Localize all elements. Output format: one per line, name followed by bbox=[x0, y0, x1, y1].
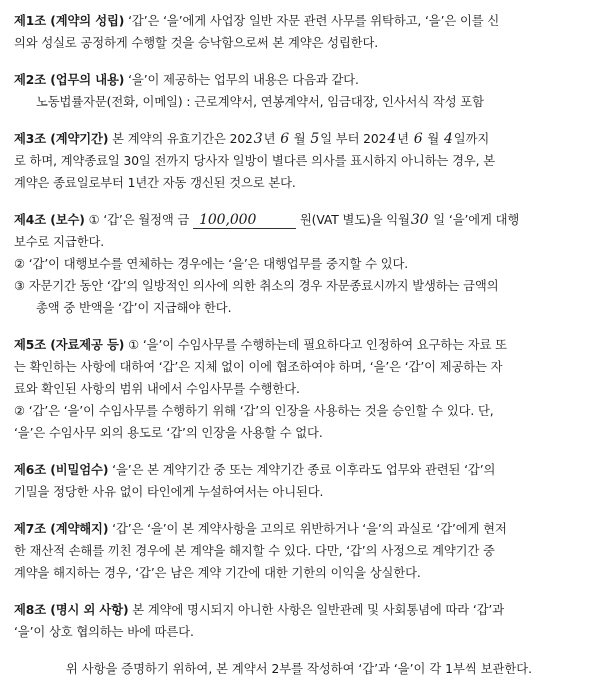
article-3-text-3: 계약은 종료일로부터 1년간 자동 갱신된 것으로 본다. bbox=[14, 176, 296, 190]
article-7-heading: 제7조 (계약해지) bbox=[14, 522, 109, 536]
article-7: 제7조 (계약해지) ‘갑’은 ‘을’이 본 계약사항을 고의로 위반하거나 ‘을’의 과실로 ‘갑’에게 현저 한 재산적 손해를 끼친 경우에 본 계약을 해지할 수 있다. 다만, ‘갑’의 사정으로 계약기간 중 계약을 해지하는 경우, ‘갑’은 남은 계약 기간에 대한 기한의 이익을 상실한다. bbox=[14, 518, 584, 584]
handwritten-start-year: 3 bbox=[253, 131, 263, 147]
article-4: 제4조 (보수) ① ‘갑’은 월정액 금 100,000 원(VAT 별도)을 익월30 일 ‘을’에게 대행 보수로 지급한다. ② ‘갑’이 대행보수를 연체하는 경우에는 ‘을’은 대행업무를 중지할 수 있다. ③ 자문기간 동안 ‘갑’의 일방적인 의사에 의한 취소의 경우 자문종료시까지 발생하는 금액의 총액 중 반액을 ‘갑’이 지급해야 한다. bbox=[14, 209, 584, 319]
article-8-heading: 제8조 (명시 외 사항) bbox=[14, 603, 129, 617]
article-6-text-2: 기밀을 정당한 사유 없이 타인에게 누설하여서는 아니된다. bbox=[14, 485, 324, 499]
handwritten-end-year: 4 bbox=[387, 131, 397, 147]
article-5-text-2: 는 확인하는 사항에 대하여 ‘갑’은 지체 없이 이에 협조하여야 하며, ‘을’은 ‘갑’이 제공하는 자 bbox=[14, 360, 503, 374]
article-3-heading: 제3조 (계약기간) bbox=[14, 132, 109, 146]
article-1-text: ‘갑’은 ‘을’에게 사업장 일반 자문 관련 사무를 위탁하고, ‘을’은 이를 신 bbox=[124, 14, 500, 28]
article-5-heading: 제5조 (자료제공 등) bbox=[14, 338, 125, 352]
article-5-clause-2: ② ‘갑’은 ‘을’이 수임사무를 수행하기 위해 ‘갑’의 인장을 사용하는 것을 승인할 수 있다. 단, bbox=[14, 404, 494, 418]
article-1-text-2: 의와 성실로 공정하게 수행할 것을 승낙함으로써 본 계약은 성립한다. bbox=[14, 36, 379, 50]
article-8-text-2: ‘을’이 상호 협의하는 바에 따른다. bbox=[14, 625, 194, 639]
closing-statement: 위 사항을 증명하기 위하여, 본 계약서 2부를 작성하여 ‘갑’과 ‘을’이 각 1부씩 보관한다. bbox=[65, 662, 533, 676]
article-7-text-3: 계약을 해지하는 경우, ‘갑’은 남은 계약 기간에 대한 기한의 이익을 상실한다. bbox=[14, 566, 421, 580]
handwritten-amount: 100,000 bbox=[193, 212, 296, 229]
article-5-text-3: 료와 확인된 사항의 범위 내에서 수임사무를 수행한다. bbox=[14, 382, 300, 396]
article-2-service-list: 노동법률자문(전화, 이메일) : 근로계약서, 연봉계약서, 임금대장, 인사서식 작성 포함 bbox=[36, 95, 484, 109]
article-4-clause-3-cont: 총액 중 반액을 ‘갑’이 지급해야 한다. bbox=[36, 301, 232, 315]
article-6: 제6조 (비밀엄수) ‘을’은 본 계약기간 중 또는 계약기간 종료 이후라도 업무와 관련된 ‘갑’의 기밀을 정당한 사유 없이 타인에게 누설하여서는 아니된다. bbox=[14, 459, 584, 503]
handwritten-end-month: 6 bbox=[413, 131, 423, 147]
article-3-text-2: 로 하며, 계약종료일 30일 전까지 당사자 일방이 별다른 의사를 표시하지 아니하는 경우, 본 bbox=[14, 154, 496, 168]
article-4-heading: 제4조 (보수) bbox=[14, 213, 85, 227]
article-6-heading: 제6조 (비밀엄수) bbox=[14, 463, 109, 477]
article-5-clause-2-cont: ‘을’은 수임사무 외의 용도로 ‘갑’의 인장을 사용할 수 없다. bbox=[14, 426, 323, 440]
article-4-text-2: 보수로 지급한다. bbox=[14, 235, 105, 249]
article-1-heading: 제1조 (계약의 성립) bbox=[14, 14, 125, 28]
handwritten-start-day: 5 bbox=[310, 131, 320, 147]
article-4-clause-3: ③ 자문기간 동안 ‘갑’의 일방적인 의사에 의한 취소의 경우 자문종료시까지 발생하는 금액의 bbox=[14, 279, 499, 293]
handwritten-end-day: 4 bbox=[443, 131, 453, 147]
article-5: 제5조 (자료제공 등) ① ‘을’이 수임사무를 수행하는데 필요하다고 인정하여 요구하는 자료 또 는 확인하는 사항에 대하여 ‘갑’은 지체 없이 이에 협조하여야 하며, ‘을’은 ‘갑’이 제공하는 자 료와 확인된 사항의 범위 내에서 수임사무를 수행한다. ② ‘갑’은 ‘을’이 수임사무를 수행하기 위해 ‘갑’의 인장을 사용하는 것을 승인할 수 있다. 단, ‘을’은 수임사무 외의 용도로 ‘갑’의 인장을 사용할 수 없다. bbox=[14, 334, 584, 444]
handwritten-pay-day: 30 bbox=[410, 212, 429, 228]
article-2 bbox=[14, 69, 584, 113]
article-3: 제3조 (계약기간) 본 계약의 유효기간은 2023년 6 월 5일 부터 2024년 6 월 4일까지 로 하며, 계약종료일 30일 전까지 당사자 일방이 별다른 의사를 표시하지 아니하는 경우, 본 계약은 종료일로부터 1년간 자동 갱신된 것으로 본다. bbox=[14, 128, 584, 194]
article-4-clause-2: ② ‘갑’이 대행보수를 연체하는 경우에는 ‘을’은 대행업무를 중지할 수 있다. bbox=[14, 257, 409, 271]
article-2-heading: 제2조 (업무의 내용) bbox=[14, 73, 125, 87]
article-1 bbox=[14, 10, 584, 54]
handwritten-start-month: 6 bbox=[280, 131, 289, 147]
article-8: 제8조 (명시 외 사항) 본 계약에 명시되지 아니한 사항은 일반관례 및 사회통념에 따라 ‘갑’과 ‘을’이 상호 협의하는 바에 따른다. bbox=[14, 599, 584, 643]
article-7-text-2: 한 재산적 손해를 끼친 경우에 본 계약을 해지할 수 있다. 다만, ‘갑’의 사정으로 계약기간 중 bbox=[14, 544, 495, 558]
article-2-text: ‘을’이 제공하는 업무의 내용은 다음과 같다. bbox=[124, 73, 359, 87]
